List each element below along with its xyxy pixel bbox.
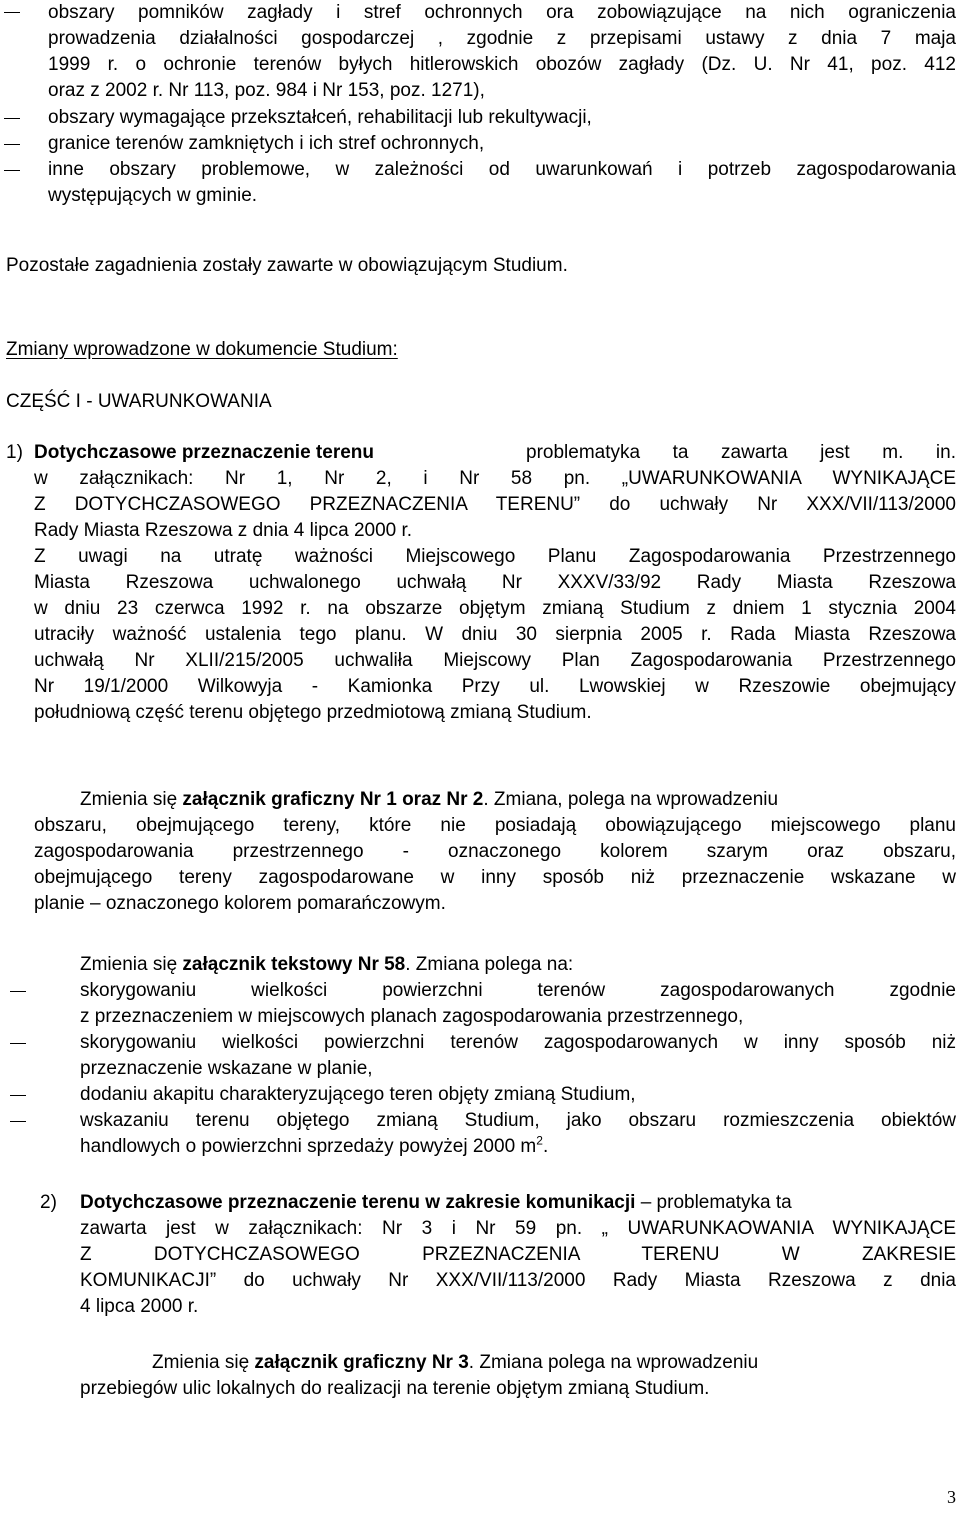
section-number: 1) [6, 442, 23, 463]
body-line: Miasta Rzeszowa uchwalonego uchwałą Nr XXXV/33/92 Rady Miasta Rzeszowa [34, 572, 956, 593]
body-line: zawarta jest w załącznikach: Nr 3 i Nr 59 pn. „ UWARUNKAOWANIA WYNIKAJĄCE [80, 1218, 956, 1239]
bullet-line: z przeznaczeniem w miejscowych planach zagospodarowania przestrzennego, [80, 1006, 744, 1027]
graphic-change-suffix: . Zmiana polega na wprowadzeniu [468, 1352, 759, 1373]
body-line: Z uwagi na utratę ważności Miejscowego Planu Zagospodarowania Przestrzennego [34, 546, 956, 567]
bullet-line: obszary wymagające przekształceń, rehabilitacji lub rekultywacji, [48, 107, 592, 128]
section-number: 2) [40, 1192, 57, 1213]
dash-bullet [4, 118, 20, 119]
superscript: 2 [536, 1133, 543, 1148]
body-line: 4 lipca 2000 r. [80, 1296, 199, 1317]
section-title: Dotychczasowe przeznaczenie terenu [34, 442, 374, 463]
body-line: w załącznikach: Nr 1, Nr 2, i Nr 58 pn. „UWARUNKOWANIA WYNIKAJĄCE [34, 468, 956, 489]
dash-bullet [10, 991, 26, 992]
text-change-first-line [80, 952, 573, 978]
graphic-change-first-line [80, 787, 778, 813]
bullet-line: dodaniu akapitu charakteryzującego teren objęty zmianą Studium, [80, 1084, 636, 1105]
bullet-line: inne obszary problemowe, w zależności od uwarunkowań i potrzeb zagospodarowania [48, 159, 956, 180]
changes-heading: Zmiany wprowadzone w dokumencie Studium: [6, 339, 398, 360]
body-line: Z DOTYCHCZASOWEGO PRZEZNACZENIA TERENU” do uchwały Nr XXX/VII/113/2000 [34, 494, 956, 515]
graphic-change-first-line [152, 1350, 758, 1376]
dash-bullet [4, 144, 20, 145]
dash-bullet [4, 12, 20, 13]
bullet-text: handlowych o powierzchni sprzedaży powyżej 2000 m [80, 1136, 537, 1157]
remaining-note: Pozostałe zagadnienia zostały zawarte w obowiązującym Studium. [6, 255, 568, 276]
body-line: obejmującego tereny zagospodarowane w inny sposób niż przeznaczenie wskazane w [34, 867, 956, 888]
body-line: przebiegów ulic lokalnych do realizacji na terenie objętym zmianą Studium. [80, 1378, 710, 1399]
body-line: Nr 19/1/2000 Wilkowyja - Kamionka Przy ul. Lwowskiej w Rzeszowie obejmujący [34, 676, 956, 697]
graphic-change-attachment: załącznik graficzny Nr 3 [254, 1352, 469, 1373]
body-line: południową część terenu objętego przedmiotową zmianą Studium. [34, 702, 592, 723]
bullet-line: 1999 r. o ochronie terenów byłych hitlerowskich obozów zagłady (Dz. U. Nr 41, poz. 412 [48, 54, 956, 75]
body-line: utraciły ważność ustalenia tego planu. W dniu 30 sierpnia 2005 r. Rada Miasta Rzeszowa [34, 624, 956, 645]
bullet-line: granice terenów zamkniętych i ich stref ochronnych, [48, 133, 485, 154]
body-line: uchwałą Nr XLII/215/2005 uchwaliła Miejscowy Plan Zagospodarowania Przestrzennego [34, 650, 956, 671]
graphic-change-attachment: załącznik graficzny Nr 1 oraz Nr 2 [182, 789, 484, 810]
dash-bullet [10, 1043, 26, 1044]
section-title-rest: problematyka ta zawarta jest m. in. [526, 442, 956, 463]
section-1-last-bullet [0, 1108, 960, 1168]
bullet-end: . [542, 1136, 549, 1157]
bullet-line: obszary pomników zagłady i stref ochronnych ora zobowiązujące na nich ograniczenia [48, 2, 956, 23]
section-title-line [80, 1190, 956, 1216]
body-line: Rady Miasta Rzeszowa z dnia 4 lipca 2000 r. [34, 520, 413, 541]
bullet-line: przeznaczenie wskazane w planie, [80, 1058, 373, 1079]
body-line: w dniu 23 czerwca 1992 r. na obszarze objętym zmianą Studium z dniem 1 stycznia 2004 [34, 598, 956, 619]
body-line: obszaru, obejmującego tereny, które nie posiadają obowiązującego miejscowego planu [34, 815, 956, 836]
section-title-rest: – problematyka ta [635, 1192, 792, 1213]
section-1 [0, 440, 960, 1140]
graphic-change-suffix: . Zmiana, polega na wprowadzeniu [483, 789, 779, 810]
body-line: planie – oznaczonego kolorem pomarańczowym. [34, 893, 446, 914]
text-change-suffix: . Zmiana polega na: [405, 954, 574, 975]
graphic-change-prefix: Zmienia się [152, 1352, 255, 1373]
bullet-line: skorygowaniu wielkości powierzchni terenów zagospodarowanych w inny sposób niż [80, 1032, 956, 1053]
bullet-line: występujących w gminie. [48, 185, 258, 206]
body-line: Z DOTYCHCZASOWEGO PRZEZNACZENIA TERENU W ZAKRESIE [80, 1244, 956, 1265]
text-change-attachment: załącznik tekstowy Nr 58 [182, 954, 406, 975]
text-change-prefix: Zmienia się [80, 954, 183, 975]
bullet-line: skorygowaniu wielkości powierzchni terenów zagospodarowanych zgodnie [80, 980, 956, 1001]
top-bullet-list [0, 0, 960, 250]
section-title: Dotychczasowe przeznaczenie terenu w zakresie komunikacji [80, 1192, 636, 1213]
bullet-line: oraz z 2002 r. Nr 113, poz. 984 i Nr 153, poz. 1271), [48, 80, 485, 101]
bullet-line [80, 1134, 548, 1160]
part-heading: CZĘŚĆ I - UWARUNKOWANIA [6, 391, 272, 412]
body-line: zagospodarowania przestrzennego - oznaczonego kolorem szarym oraz obszaru, [34, 841, 956, 862]
graphic-change-prefix: Zmienia się [80, 789, 183, 810]
page-number: 3 [947, 1487, 956, 1507]
dash-bullet [10, 1121, 26, 1122]
section-2 [0, 1190, 960, 1410]
dash-bullet [10, 1095, 26, 1096]
body-line: KOMUNIKACJI” do uchwały Nr XXX/VII/113/2000 Rady Miasta Rzeszowa z dnia [80, 1270, 956, 1291]
bullet-line: prowadzenia działalności gospodarczej , zgodnie z przepisami ustawy z dnia 7 maja [48, 28, 956, 49]
bullet-line: wskazaniu terenu objętego zmianą Studium, jako obszaru rozmieszczenia obiektów [80, 1110, 956, 1131]
dash-bullet [4, 170, 20, 171]
